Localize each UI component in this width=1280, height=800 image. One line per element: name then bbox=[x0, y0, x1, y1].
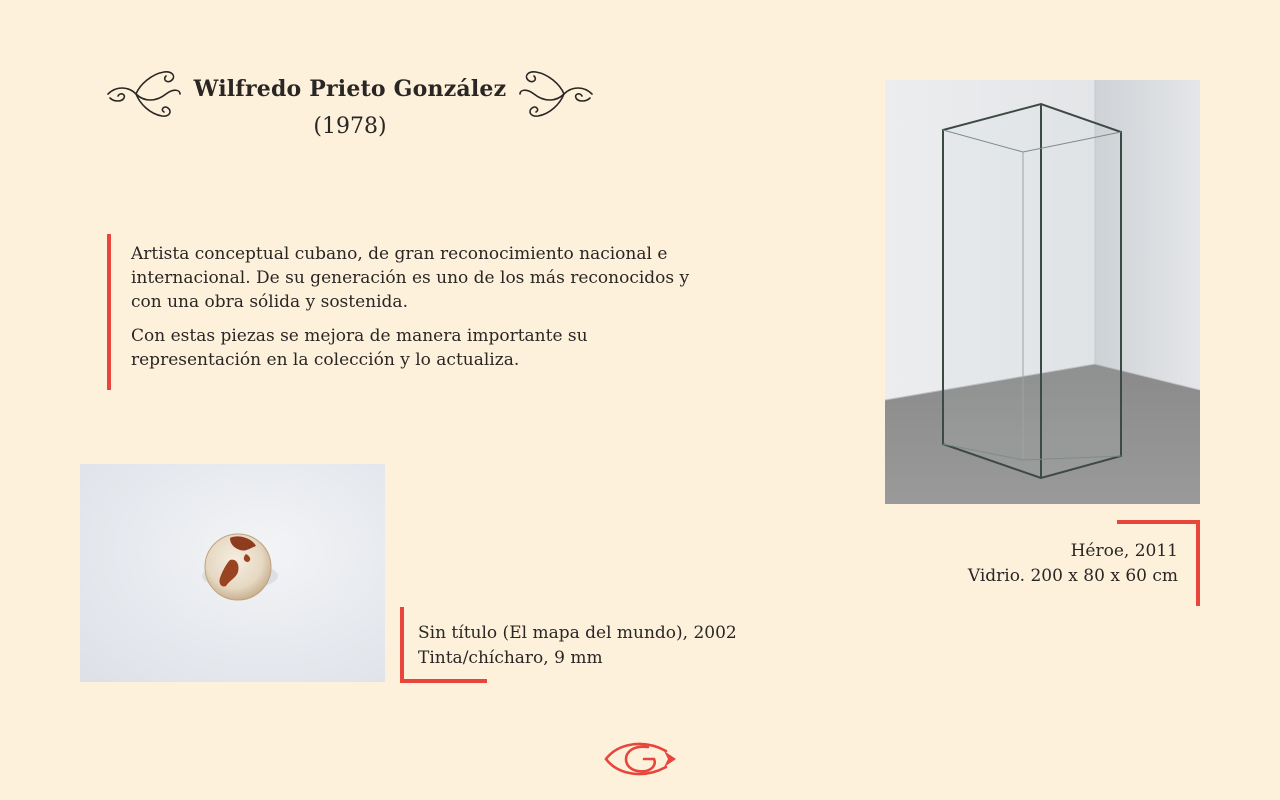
artist-bio bbox=[131, 242, 691, 382]
pea-caption-bar-vertical bbox=[400, 607, 404, 682]
artist-years: (1978) bbox=[313, 114, 387, 139]
glass-caption-bar-horizontal bbox=[1117, 520, 1200, 524]
glass-title: Héroe, 2011 bbox=[1070, 541, 1178, 561]
artist-name: Wilfredo Prieto González bbox=[193, 76, 507, 102]
pea-title: Sin título (El mapa del mundo), 2002 bbox=[418, 623, 737, 643]
pea-caption bbox=[418, 621, 838, 671]
glass-artwork-image bbox=[885, 80, 1200, 504]
glass-detail: Vidrio. 200 x 80 x 60 cm bbox=[967, 566, 1178, 586]
bio-paragraph-1: Artista conceptual cubano, de gran reconocimiento nacional e internacional. De su generación es uno de los más reconocidos y con una obra sólida y sostenida. bbox=[131, 244, 690, 312]
pea-detail: Tinta/chícharo, 9 mm bbox=[418, 648, 603, 668]
pea-artwork-image bbox=[80, 464, 385, 682]
bio-paragraph-2: Con estas piezas se mejora de manera importante su representación en la colección y lo actualiza. bbox=[131, 326, 588, 370]
glass-artwork-drawing bbox=[885, 80, 1200, 504]
museum-logo-icon bbox=[604, 737, 678, 781]
pea-caption-bar-horizontal bbox=[400, 679, 487, 683]
flourish-right-icon bbox=[518, 64, 594, 120]
glass-caption-bar-vertical bbox=[1196, 520, 1200, 606]
bio-accent-bar bbox=[107, 234, 111, 390]
pea-artwork-drawing bbox=[80, 464, 385, 682]
glass-caption bbox=[880, 539, 1178, 589]
